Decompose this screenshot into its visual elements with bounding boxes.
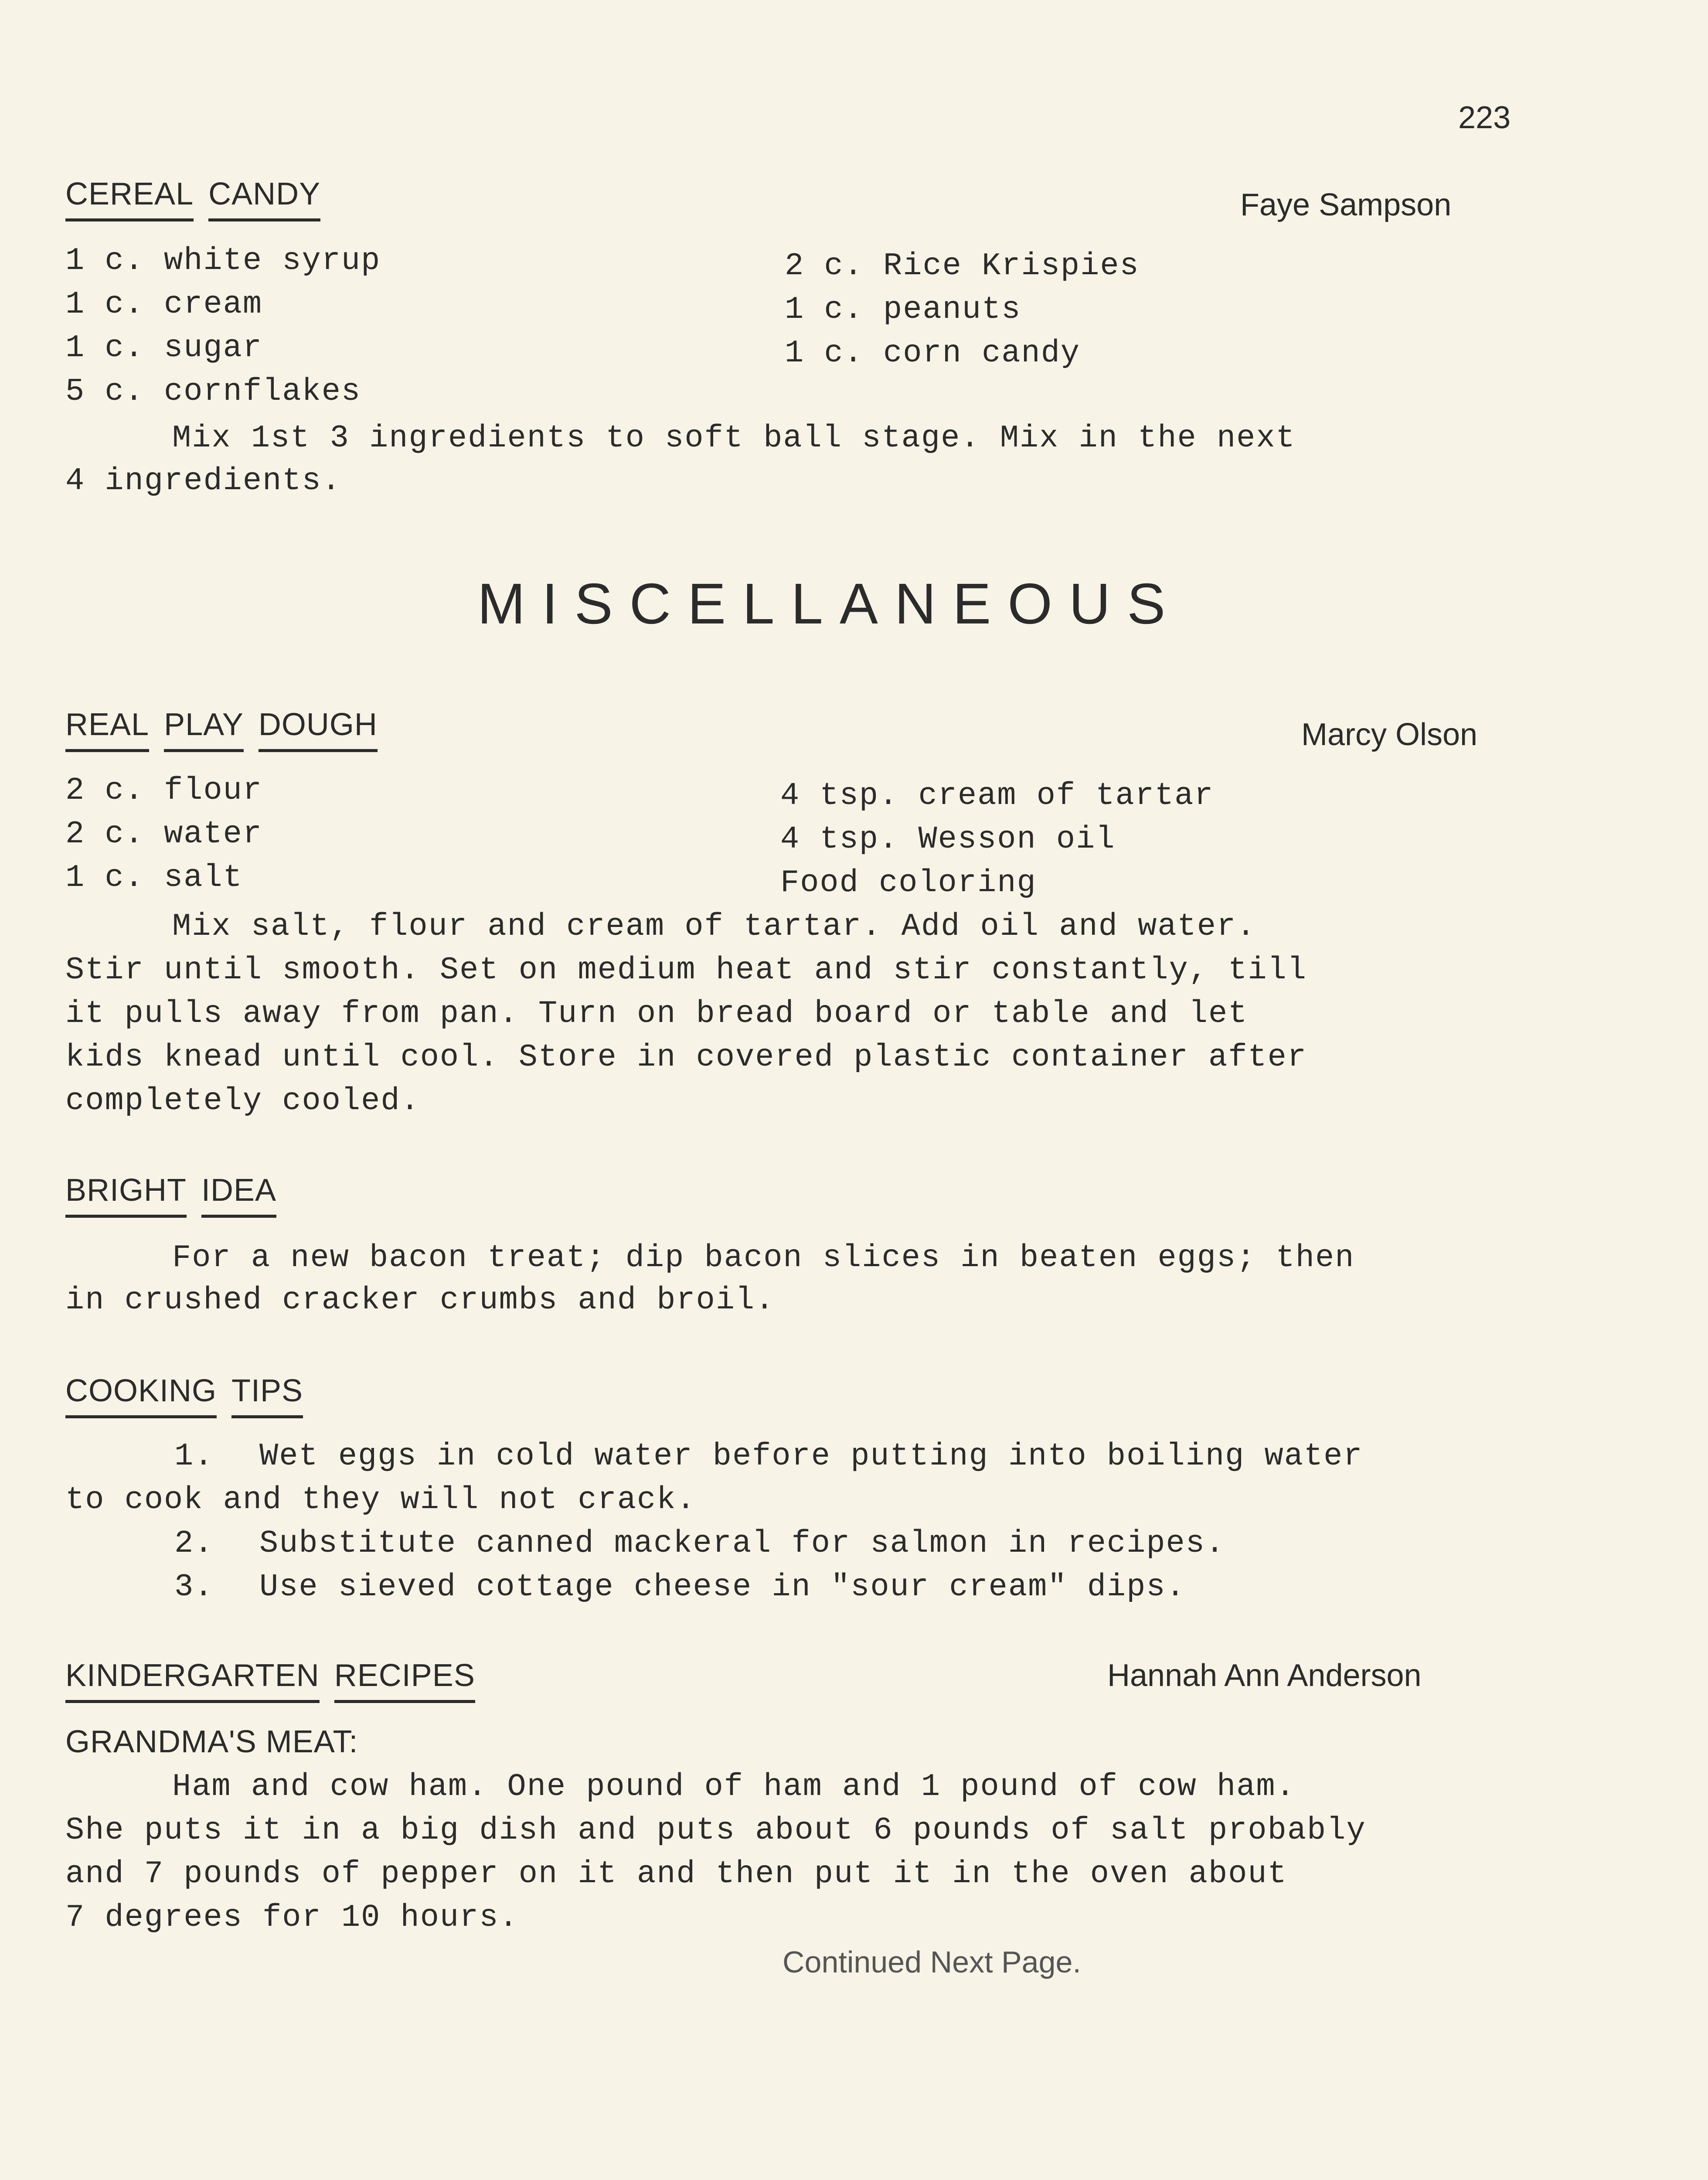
cooking-tips-title [65, 1369, 318, 1418]
tip-text: to cook and they will not crack. [65, 1482, 696, 1518]
title-word: REAL [65, 703, 149, 752]
directions-line: 4 ingredients. [65, 463, 341, 499]
title-word: BRIGHT [65, 1168, 187, 1218]
directions-line: Mix salt, flour and cream of tartar. Add oil and water. [172, 909, 1256, 944]
ingredient: 1 c. white syrup [65, 243, 381, 279]
ingredient: 1 c. cream [65, 286, 263, 322]
title-word: COOKING [65, 1369, 217, 1418]
continued-footer: Continued Next Page. [783, 1945, 1081, 1979]
tip-number: 2. [174, 1526, 214, 1561]
ingredient: 1 c. sugar [65, 330, 263, 366]
tip-text: Substitute canned mackeral for salmon in recipes. [259, 1526, 1225, 1561]
tip-number: 1. [174, 1438, 214, 1474]
title-word: PLAY [164, 703, 244, 752]
title-word: KINDERGARTEN [65, 1654, 320, 1703]
title-word: TIPS [231, 1369, 303, 1418]
kindergarten-title [65, 1654, 490, 1703]
play-dough-title [65, 703, 392, 752]
directions-line: Stir until smooth. Set on medium heat and stir constantly, till [65, 952, 1307, 988]
ingredient: 1 c. peanuts [785, 292, 1021, 327]
page-number: 223 [1458, 100, 1511, 135]
ingredient: 2 c. flour [65, 773, 263, 808]
ingredient: 4 tsp. Wesson oil [780, 821, 1116, 857]
kindergarten-line: 7 degrees for 10 hours. [65, 1900, 519, 1935]
ingredient: 5 c. cornflakes [65, 374, 361, 409]
ingredient: 1 c. salt [65, 860, 243, 896]
bright-idea-line: For a new bacon treat; dip bacon slices in beaten eggs; then [172, 1240, 1355, 1276]
kindergarten-author: Hannah Ann Anderson [1107, 1658, 1422, 1693]
tip-text: Use sieved cottage cheese in "sour cream" dips. [259, 1569, 1186, 1605]
cereal-candy-author: Faye Sampson [1240, 187, 1452, 222]
cereal-candy-title [65, 172, 335, 221]
kindergarten-line: and 7 pounds of pepper on it and then put it in the oven about [65, 1856, 1287, 1892]
kindergarten-subtitle: GRANDMA'S MEAT: [65, 1724, 358, 1759]
play-dough-author: Marcy Olson [1301, 717, 1478, 752]
tip-text: Wet eggs in cold water before putting into boiling water [259, 1438, 1363, 1474]
bright-idea-line: in crushed cracker crumbs and broil. [65, 1282, 775, 1318]
ingredient: 4 tsp. cream of tartar [780, 778, 1214, 814]
title-word: IDEA [201, 1168, 276, 1218]
kindergarten-line: She puts it in a big dish and puts about 6 pounds of salt probably [65, 1812, 1366, 1848]
kindergarten-line: Ham and cow ham. One pound of ham and 1 pound of cow ham. [172, 1769, 1296, 1805]
directions-line: kids knead until cool. Store in covered plastic container after [65, 1039, 1307, 1075]
directions-line: it pulls away from pan. Turn on bread board or table and let [65, 996, 1248, 1032]
ingredient: 2 c. Rice Krispies [785, 248, 1140, 284]
title-word: CANDY [208, 172, 320, 221]
ingredient: 1 c. corn candy [785, 335, 1081, 371]
title-word: CEREAL [65, 172, 194, 221]
ingredient: 2 c. water [65, 816, 263, 852]
title-word: RECIPES [334, 1654, 475, 1703]
tip-number: 3. [174, 1569, 214, 1605]
ingredient: Food coloring [780, 865, 1037, 901]
title-word: DOUGH [259, 703, 378, 752]
section-title: MISCELLANEOUS [477, 572, 1182, 636]
directions-line: Mix 1st 3 ingredients to soft ball stage. Mix in the next [172, 420, 1296, 456]
directions-line: completely cooled. [65, 1083, 420, 1119]
bright-idea-title [65, 1168, 291, 1218]
